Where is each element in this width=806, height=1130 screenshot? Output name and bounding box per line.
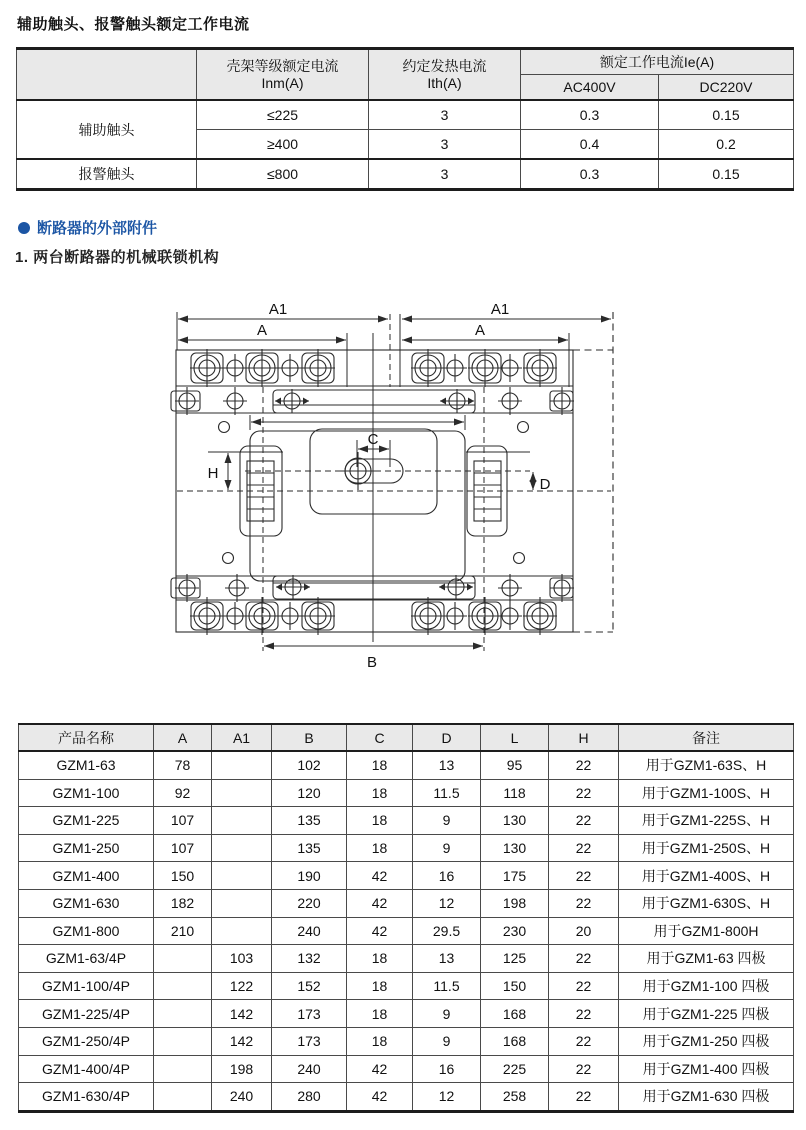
table-cell: 173 <box>272 1000 347 1028</box>
table-cell: 132 <box>272 945 347 973</box>
table-cell: 9 <box>413 834 481 862</box>
table-cell: 用于GZM1-400 四极 <box>619 1055 794 1083</box>
table-cell: 用于GZM1-63S、H <box>619 751 794 779</box>
table-cell <box>212 917 272 945</box>
table-cell: 22 <box>549 807 619 835</box>
table-cell: 95 <box>481 751 549 779</box>
dim-label-a1-left: A1 <box>268 301 288 318</box>
table-cell: 220 <box>272 889 347 917</box>
table-cell: 107 <box>154 807 212 835</box>
table-cell: 0.15 <box>659 159 794 190</box>
table-cell: 用于GZM1-100 四极 <box>619 972 794 1000</box>
table-cell: 22 <box>549 972 619 1000</box>
table-row <box>19 779 794 807</box>
column-header: C <box>347 724 413 751</box>
table-cell: 22 <box>549 862 619 890</box>
ith-header-cell <box>369 49 521 101</box>
table-cell: 29.5 <box>413 917 481 945</box>
table-cell: 120 <box>272 779 347 807</box>
table-cell: 142 <box>212 1027 272 1055</box>
table-row <box>19 834 794 862</box>
table-cell: 135 <box>272 807 347 835</box>
table-cell <box>212 889 272 917</box>
table-cell <box>154 1055 212 1083</box>
section-heading <box>18 217 157 238</box>
table-cell: 18 <box>347 1027 413 1055</box>
table-cell: 42 <box>347 917 413 945</box>
table-cell: 22 <box>549 889 619 917</box>
table-cell: GZM1-400 <box>19 862 154 890</box>
table-cell: 130 <box>481 807 549 835</box>
dimension-table <box>18 723 794 1113</box>
table-cell: 3 <box>369 159 521 190</box>
table-cell: GZM1-100 <box>19 779 154 807</box>
table-cell: ≥400 <box>197 130 369 160</box>
table-cell: 3 <box>369 100 521 130</box>
table-cell: 173 <box>272 1027 347 1055</box>
table-cell <box>154 1000 212 1028</box>
table-cell: 9 <box>413 807 481 835</box>
table-cell: 118 <box>481 779 549 807</box>
table-cell: 11.5 <box>413 972 481 1000</box>
ratings-header-row-1 <box>17 49 794 75</box>
table-cell: ≤800 <box>197 159 369 190</box>
table-cell: GZM1-400/4P <box>19 1055 154 1083</box>
table-cell: ≤225 <box>197 100 369 130</box>
table-cell: 22 <box>549 945 619 973</box>
dimension-table-body <box>19 751 794 1111</box>
table-cell: GZM1-630/4P <box>19 1083 154 1112</box>
column-header: D <box>413 724 481 751</box>
table-cell: 用于GZM1-63 四极 <box>619 945 794 973</box>
table-cell: 22 <box>549 1083 619 1112</box>
dim-label-c: C <box>367 431 379 448</box>
table-cell <box>212 862 272 890</box>
table-cell: 9 <box>413 1027 481 1055</box>
table-cell: 18 <box>347 807 413 835</box>
table-cell: 用于GZM1-630 四极 <box>619 1083 794 1112</box>
table-cell: 用于GZM1-630S、H <box>619 889 794 917</box>
dim-label-b: B <box>366 654 378 671</box>
table-cell: 用于GZM1-100S、H <box>619 779 794 807</box>
table-cell: 130 <box>481 834 549 862</box>
table-cell: 18 <box>347 1000 413 1028</box>
table-cell: 16 <box>413 862 481 890</box>
table-cell: 12 <box>413 889 481 917</box>
table-row <box>19 1083 794 1112</box>
table-cell: 168 <box>481 1000 549 1028</box>
table-cell: 78 <box>154 751 212 779</box>
dim-label-a-left: A <box>256 322 268 339</box>
inm-header-cell <box>197 49 369 101</box>
table-cell: 107 <box>154 834 212 862</box>
ith-header-line2: Ith(A) <box>427 74 462 91</box>
table-cell: 22 <box>549 751 619 779</box>
table-cell: 42 <box>347 862 413 890</box>
bullet-icon <box>18 222 30 234</box>
table-cell: 22 <box>549 779 619 807</box>
table-cell: 用于GZM1-225 四极 <box>619 1000 794 1028</box>
table-cell <box>154 972 212 1000</box>
column-header: L <box>481 724 549 751</box>
table-cell: 18 <box>347 779 413 807</box>
table-cell: 198 <box>212 1055 272 1083</box>
table-cell: GZM1-63/4P <box>19 945 154 973</box>
table-cell: 258 <box>481 1083 549 1112</box>
table-cell: 142 <box>212 1000 272 1028</box>
table-cell: 16 <box>413 1055 481 1083</box>
table-cell: 42 <box>347 1055 413 1083</box>
ac-header-cell: AC400V <box>521 75 659 101</box>
table-cell: 150 <box>154 862 212 890</box>
dim-label-h: H <box>207 465 219 482</box>
table-row <box>19 862 794 890</box>
column-header: B <box>272 724 347 751</box>
table-row <box>19 889 794 917</box>
table-cell: 125 <box>481 945 549 973</box>
section-title: 断路器的外部附件 <box>37 220 158 237</box>
table-cell: 240 <box>212 1083 272 1112</box>
dim-label-a-right: A <box>474 322 486 339</box>
table-cell: 0.3 <box>521 100 659 130</box>
column-header: H <box>549 724 619 751</box>
table-row <box>19 945 794 973</box>
table-cell: 92 <box>154 779 212 807</box>
table-cell: 42 <box>347 1083 413 1112</box>
table-cell: GZM1-630 <box>19 889 154 917</box>
table-cell: 用于GZM1-400S、H <box>619 862 794 890</box>
table-cell: GZM1-63 <box>19 751 154 779</box>
table-cell: 用于GZM1-250 四极 <box>619 1027 794 1055</box>
table-cell: 122 <box>212 972 272 1000</box>
table-row <box>19 1027 794 1055</box>
table-cell: 42 <box>347 889 413 917</box>
table-cell: 0.15 <box>659 100 794 130</box>
table-cell: 0.3 <box>521 159 659 190</box>
table-row <box>17 100 794 130</box>
ith-header-line1: 约定发热电流 <box>402 57 487 74</box>
interlock-diagram <box>150 283 670 683</box>
table-cell: 168 <box>481 1027 549 1055</box>
column-header: A1 <box>212 724 272 751</box>
table-cell: 18 <box>347 945 413 973</box>
table-row <box>19 751 794 779</box>
table-row <box>19 1000 794 1028</box>
table-cell: 22 <box>549 1000 619 1028</box>
table-cell: GZM1-250/4P <box>19 1027 154 1055</box>
table-row <box>19 1055 794 1083</box>
table-cell: 230 <box>481 917 549 945</box>
table-cell: GZM1-250 <box>19 834 154 862</box>
table-cell: 18 <box>347 972 413 1000</box>
ratings-table <box>16 47 794 191</box>
drawing-geometry <box>171 312 613 635</box>
column-header: A <box>154 724 212 751</box>
table-cell: 3 <box>369 130 521 160</box>
table-cell: 240 <box>272 1055 347 1083</box>
page-title: 辅助触头、报警触头额定工作电流 <box>17 16 250 33</box>
table-cell: 225 <box>481 1055 549 1083</box>
table-cell: 20 <box>549 917 619 945</box>
table-cell: 11.5 <box>413 779 481 807</box>
dc-header-cell: DC220V <box>659 75 794 101</box>
dim-label-a1-right: A1 <box>490 301 510 318</box>
table-cell: 152 <box>272 972 347 1000</box>
column-header: 产品名称 <box>19 724 154 751</box>
table-cell <box>154 1083 212 1112</box>
table-cell <box>212 751 272 779</box>
subsection-title: 1. 两台断路器的机械联锁机构 <box>15 249 220 266</box>
table-row <box>19 917 794 945</box>
table-cell: 9 <box>413 1000 481 1028</box>
table-cell: 190 <box>272 862 347 890</box>
table-cell: GZM1-800 <box>19 917 154 945</box>
table-cell: 150 <box>481 972 549 1000</box>
table-cell: 0.4 <box>521 130 659 160</box>
inm-header-line2: Inm(A) <box>261 74 304 91</box>
table-cell: 198 <box>481 889 549 917</box>
table-cell: GZM1-225 <box>19 807 154 835</box>
table-cell: 18 <box>347 834 413 862</box>
table-cell: 182 <box>154 889 212 917</box>
table-cell: 0.2 <box>659 130 794 160</box>
inm-header-line1: 壳架等级额定电流 <box>226 57 339 74</box>
table-cell <box>212 807 272 835</box>
table-cell: 13 <box>413 751 481 779</box>
table-cell: 18 <box>347 751 413 779</box>
table-row <box>19 807 794 835</box>
table-cell: 13 <box>413 945 481 973</box>
column-header: 备注 <box>619 724 794 751</box>
table-cell: 103 <box>212 945 272 973</box>
table-cell: 175 <box>481 862 549 890</box>
table-cell: 135 <box>272 834 347 862</box>
table-cell: 102 <box>272 751 347 779</box>
table-cell: 22 <box>549 1055 619 1083</box>
table-cell: 12 <box>413 1083 481 1112</box>
dimension-table-head-row <box>19 724 794 751</box>
table-cell <box>154 945 212 973</box>
table-cell: 用于GZM1-800H <box>619 917 794 945</box>
table-cell: GZM1-100/4P <box>19 972 154 1000</box>
dim-label-d: D <box>539 476 551 493</box>
table-cell: 240 <box>272 917 347 945</box>
table-row <box>19 972 794 1000</box>
table-cell: 22 <box>549 834 619 862</box>
table-cell: 用于GZM1-250S、H <box>619 834 794 862</box>
table-cell: 210 <box>154 917 212 945</box>
table-cell: GZM1-225/4P <box>19 1000 154 1028</box>
table-cell: 用于GZM1-225S、H <box>619 807 794 835</box>
table-cell <box>212 779 272 807</box>
blank-header-cell <box>17 49 197 101</box>
table-cell: 280 <box>272 1083 347 1112</box>
table-cell <box>212 834 272 862</box>
row-label-cell: 辅助触头 <box>17 100 197 159</box>
interlock-drawing-svg <box>150 283 670 683</box>
table-row <box>17 159 794 190</box>
ie-header-cell: 额定工作电流Ie(A) <box>521 49 794 75</box>
table-cell <box>154 1027 212 1055</box>
table-cell: 22 <box>549 1027 619 1055</box>
row-label-cell: 报警触头 <box>17 159 197 190</box>
